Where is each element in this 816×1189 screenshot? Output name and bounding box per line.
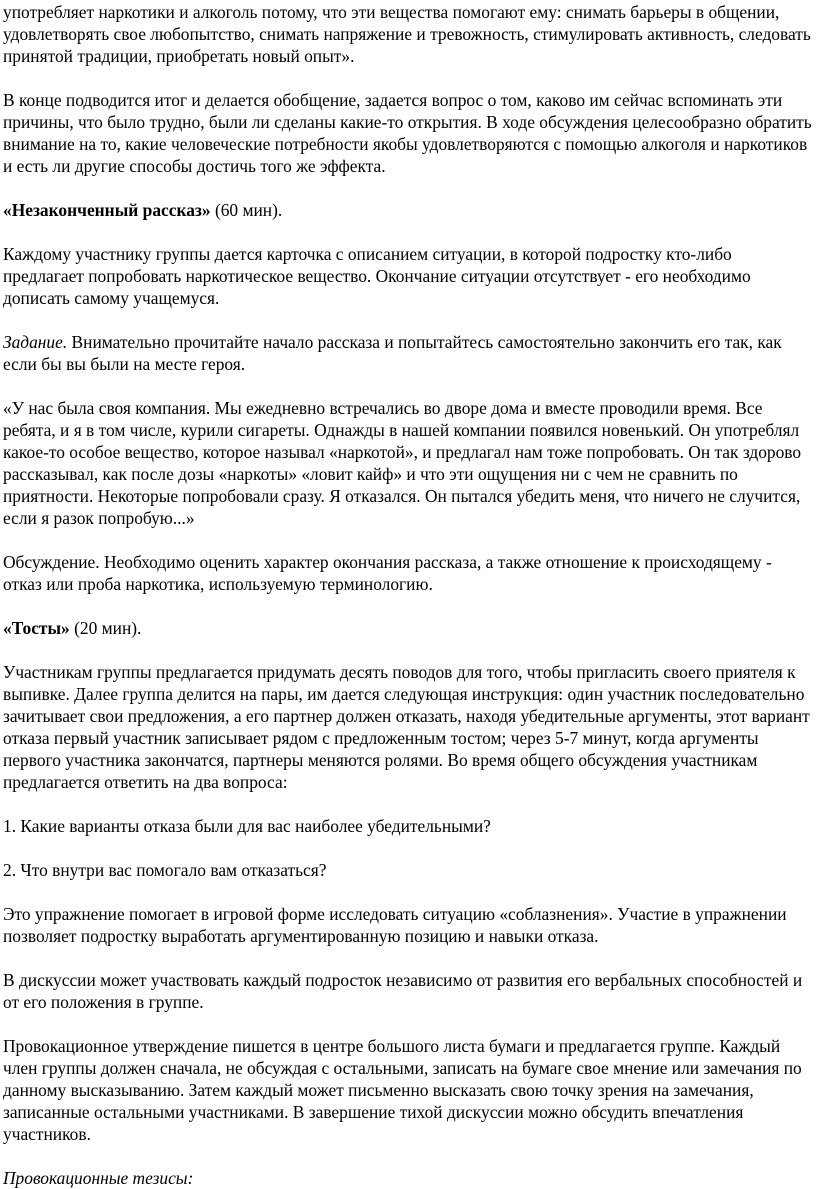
heading-toasts-time: (20 мин).: [69, 618, 142, 638]
task-text: Внимательно прочитайте начало рассказа и попытайтесь самостоятельно закончить его так, как если бы вы были на месте героя.: [3, 332, 782, 374]
heading-toasts: [3, 617, 812, 639]
paragraph-intro-continuation: употребляет наркотики и алкоголь потому, что эти вещества помогают ему: снимать барьеры в общении, удовлетворять свое любопытство, снимать напряжение и тревожность, стимулировать активность, следовать принятой традиции, приобретать новый опыт».: [3, 2, 811, 66]
paragraph-story-text: «У нас была своя компания. Мы ежедневно встречались во дворе дома и вместе проводили время. Все ребята, и я в том числе, курили сигареты. Однажды в нашей компании появился новенький. Он употреблял какое-то особое вещество, которое называл «наркотой», и предлагал нам тоже попробовать. Он так здорово рассказывал, как после дозы «наркоты» «ловит кайф» и что эти ощущения ни с чем не сравнить по приятности. Некоторые попробовали сразу. Я отказался. Он пытался убедить меня, что ничего не случится, если я разок попробую...»: [3, 398, 802, 528]
paragraph-task: [3, 331, 812, 375]
heading-unfinished-story-title: «Незаконченный рассказ»: [3, 200, 211, 220]
paragraph-summary: В конце подводится итог и делается обобщение, задается вопрос о том, каково им сейчас вспоминать эти причины, что было трудно, были ли сделаны какие-то открытия. В ходе обсуждения целесообразно обратить внимание на то, какие человеческие потребности якобы удовлетворяются с помощью алкоголя и наркотиков и есть ли другие способы достичь того же эффекта.: [3, 90, 812, 176]
paragraph-exercise-purpose: Это упражнение помогает в игровой форме исследовать ситуацию «соблазнения». Участие в упражнении позволяет подростку выработать аргументированную позицию и навыки отказа.: [3, 904, 787, 946]
heading-toasts-title: «Тосты»: [3, 618, 70, 638]
paragraph-story-description: Каждому участнику группы дается карточка с описанием ситуации, в которой подростку кто-либо предлагает попробовать наркотическое вещество. Окончание ситуации отсутствует - его необходимо дописать самому учащемуся.: [3, 244, 751, 308]
paragraph-story-discussion: Обсуждение. Необходимо оценить характер окончания рассказа, а также отношение к происходящему - отказ или проба наркотика, используемую терминологию.: [3, 552, 772, 594]
paragraph-discussion-participation: В дискуссии может участвовать каждый подросток независимо от развития его вербальных способностей и от его положения в группе.: [3, 970, 803, 1012]
paragraph-toasts-instructions: Участникам группы предлагается придумать десять поводов для того, чтобы пригласить своего приятеля к выпивке. Далее группа делится на пары, им дается следующая инструкция: один участник последовательно зачитывает свои предложения, а его партнер должен отказать, находя убедительные аргументы, этот вариант отказа первый участник записывает рядом с предложенным тостом; через 5-7 минут, когда аргументы первого участника закончатся, партнеры меняются ролями. Во время общего обсуждения участникам предлагается ответить на два вопроса:: [3, 662, 810, 792]
heading-unfinished-story-time: (60 мин).: [210, 200, 283, 220]
task-label: Задание.: [3, 332, 68, 352]
question-2: 2. Что внутри вас помогало вам отказаться?: [3, 860, 327, 880]
heading-unfinished-story: [3, 199, 812, 221]
question-1: 1. Какие варианты отказа были для вас наиболее убедительными?: [3, 816, 491, 836]
provocative-theses-label: Провокационные тезисы:: [3, 1168, 194, 1188]
paragraph-provocative-statement: Провокационное утверждение пишется в центре большого листа бумаги и предлагается группе. Каждый член группы должен сначала, не обсуждая с остальными, записать на бумаге свое мнение или замечания по данному высказыванию. Затем каждый может письменно высказать свою точку зрения на замечания, записанные остальными участниками. В завершение тихой дискуссии можно обсудить впечатления участников.: [3, 1036, 802, 1144]
